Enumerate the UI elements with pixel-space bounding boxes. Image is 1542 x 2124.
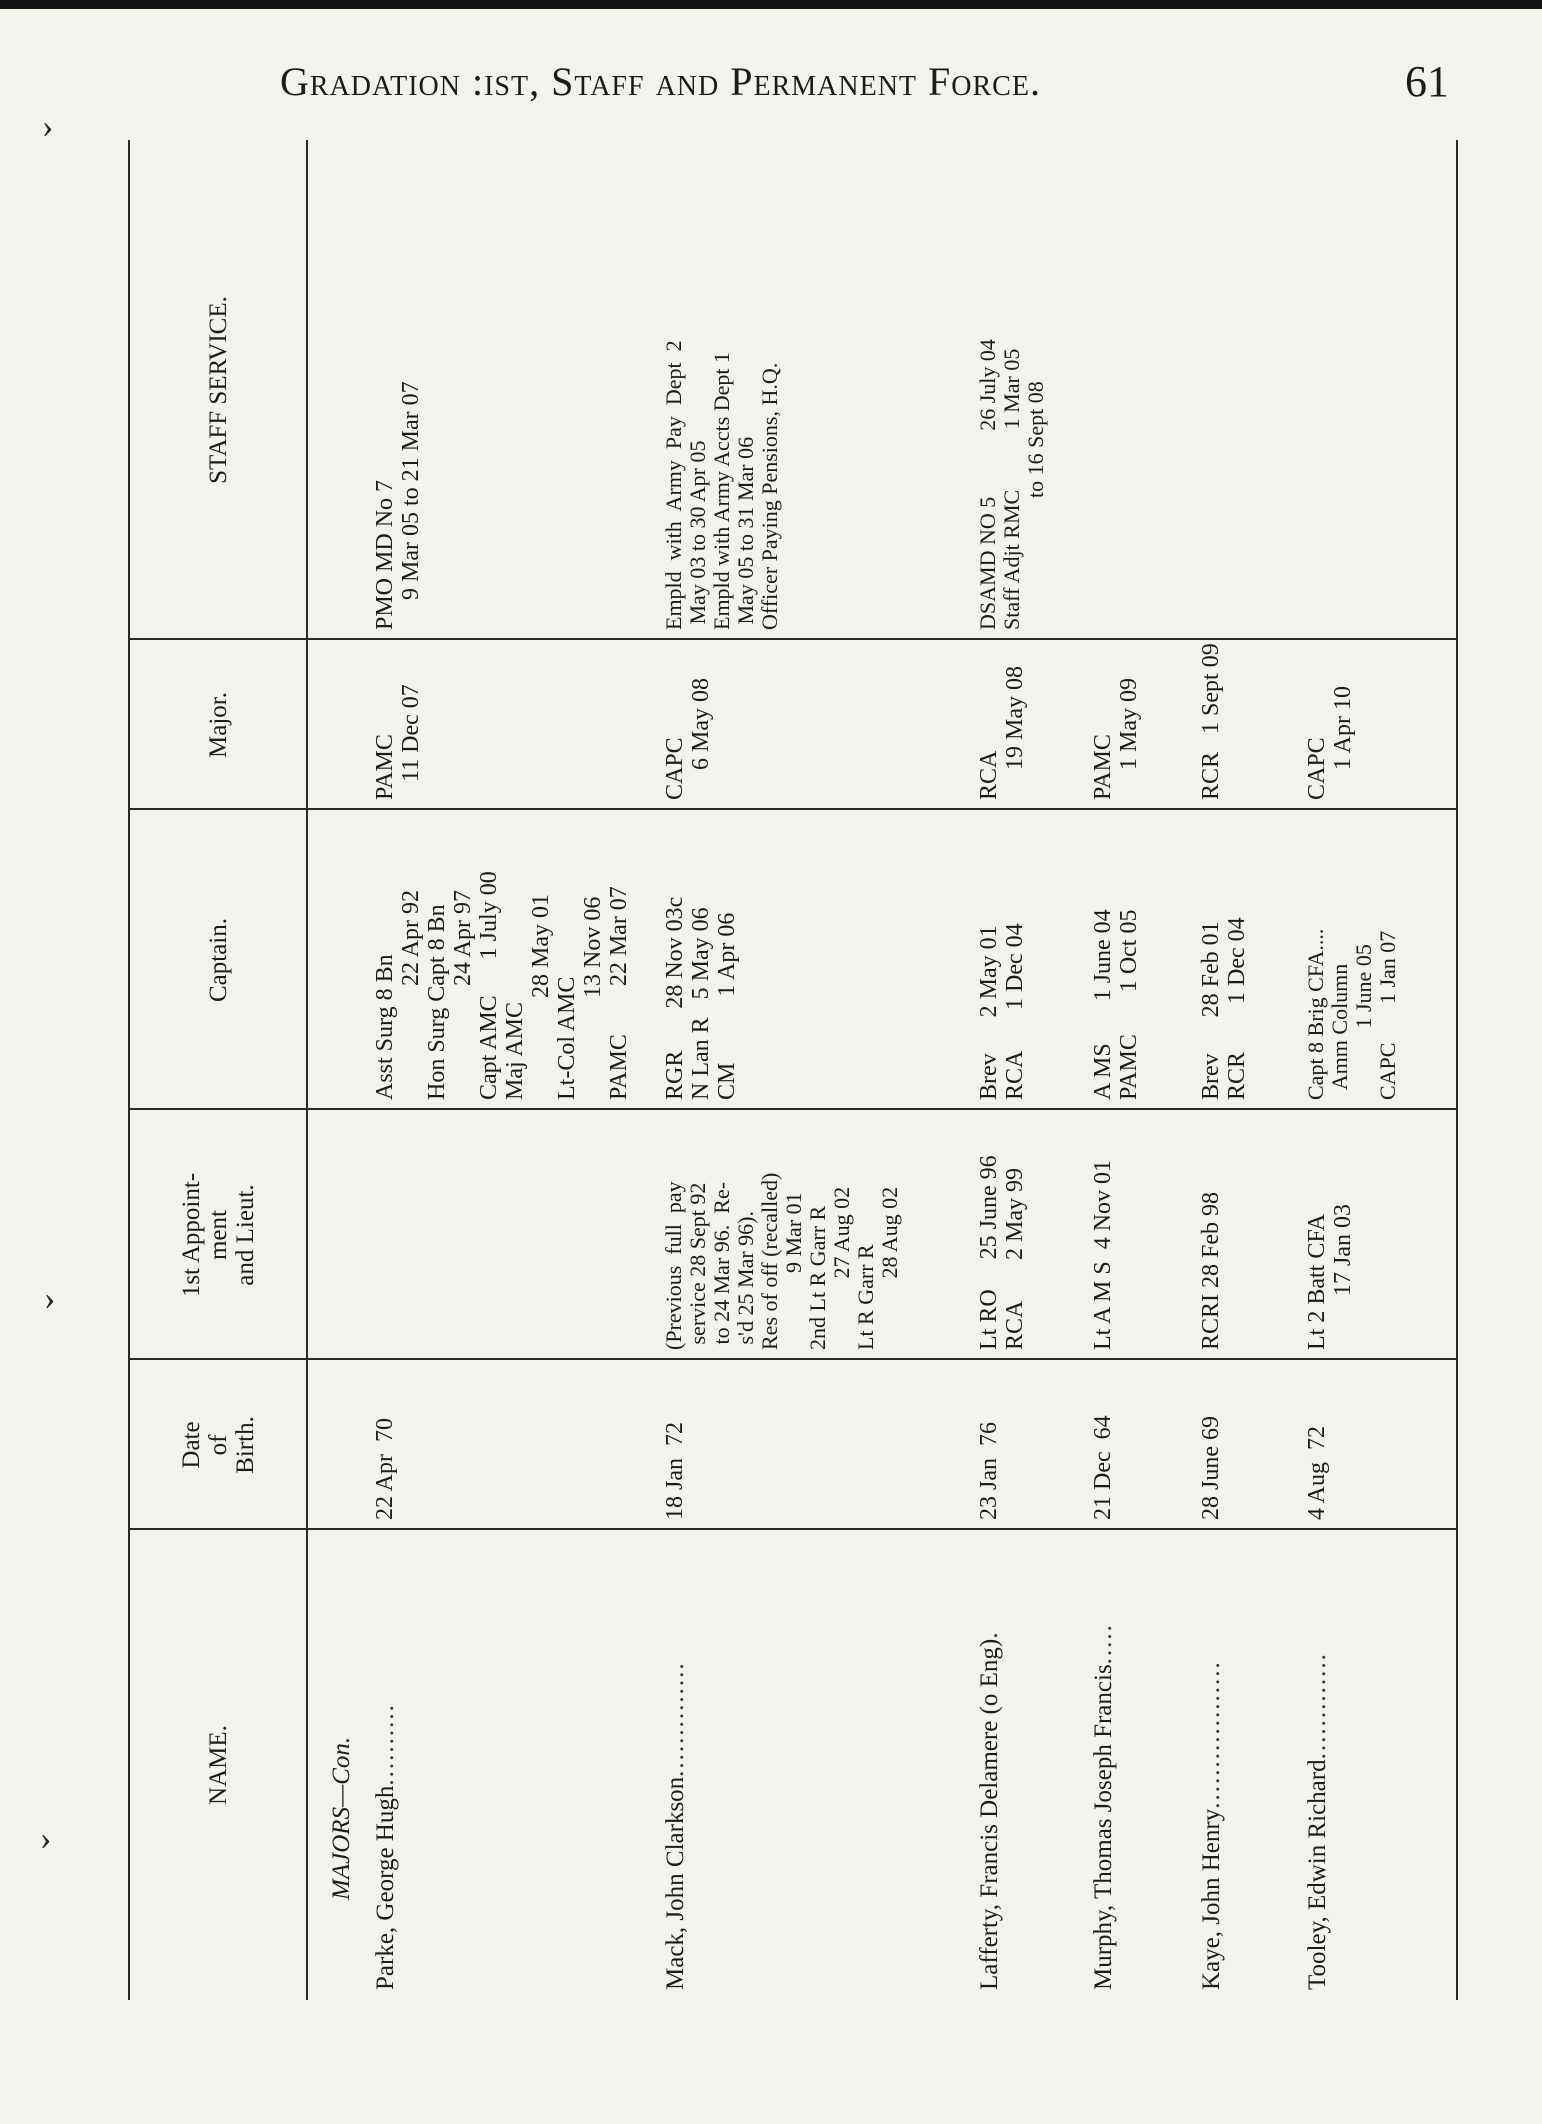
page-title: Gradation :ist, Staff and Permanent Force. (280, 59, 1041, 104)
column-header-major: Major. (204, 692, 232, 758)
table-row-staff: PMO MD No 7 9 Mar 05 to 21 Mar 07 (372, 381, 424, 630)
table-row-first-appointment: RCRI 28 Feb 98 (1198, 1191, 1224, 1350)
table-row-first-appointment: Lt RO 25 June 96 RCA 2 May 99 (976, 1155, 1028, 1350)
gradation-table (128, 140, 1458, 2000)
table-row-name: Parke, George Hugh.......... (372, 1703, 399, 1990)
table-row-captain: A MS 1 June 04 PAMC 1 Oct 05 (1090, 909, 1142, 1100)
table-bottom-rule (1456, 140, 1458, 2000)
table-row-major: PAMC 11 Dec 07 (372, 684, 424, 800)
margin-mark: › (44, 1280, 56, 1317)
table-row-first-appointment: (Previous full pay service 28 Sept 92 to 24 Mar 96. Re- s'd 25 Mar 96). Res of off (recalled) 9 Mar 01 2nd Lt R Garr R 27 Aug 02 Lt R Garr R 28 Aug 02 (661, 1172, 902, 1350)
table-row-captain: RGR 28 Nov 03c N Lan R 5 May 06 CM 1 Apr 06 (662, 896, 740, 1100)
table-row-name: Tooley, Edwin Richard............. (1304, 1652, 1331, 1990)
column-header-date-of-birth: Date of Birth. (177, 1416, 259, 1474)
table-row-captain: Capt 8 Brig CFA.... Amm Column 1 June 05 CAPC 1 Jan 07 (1303, 928, 1400, 1100)
table-row-dob: 22 Apr 70 (372, 1418, 398, 1520)
column-divider (128, 808, 1458, 810)
table-row-captain: Asst Surg 8 Bn 22 Apr 92 Hon Surg Capt 8 Bn 24 Apr 97 Capt AMC 1 July 00 Maj AMC 28 May 01 Lt-Col AMC 13 Nov 06 PAMC 22 Mar 07 (372, 871, 632, 1100)
table-row-major: RCA 19 May 08 (976, 666, 1028, 800)
column-header-captain: Captain. (204, 918, 232, 1003)
column-divider (128, 1108, 1458, 1110)
table-row-dob: 28 June 69 (1198, 1416, 1224, 1520)
column-header-first-appointment: 1st Appoint- ment and Lieut. (177, 1172, 259, 1298)
section-heading: MAJORS—Con. (328, 1736, 355, 1900)
table-row-staff: DSAMD NO 5 26 July 04 Staff Adjt RMC 1 Mar 05 to 16 Sept 08 (975, 339, 1048, 630)
table-row-dob: 4 Aug 72 (1304, 1425, 1330, 1520)
table-row-name: Mack, John Clarkson.............. (662, 1661, 689, 1990)
table-row-dob: 18 Jan 72 (662, 1422, 688, 1520)
table-row-dob: 23 Jan 76 (976, 1422, 1002, 1520)
table-row-major: RCR 1 Sept 09 (1198, 643, 1224, 800)
column-divider (128, 1358, 1458, 1360)
table-row-major: CAPC 6 May 08 (662, 678, 714, 800)
table-row-dob: 21 Dec 64 (1090, 1415, 1116, 1520)
margin-mark: › (42, 108, 54, 145)
table-row-first-appointment: Lt 2 Batt CFA 17 Jan 03 (1304, 1204, 1356, 1350)
table-row-first-appointment: Lt A M S 4 Nov 01 (1090, 1159, 1116, 1350)
table-row-captain: Brev 2 May 01 RCA 1 Dec 04 (976, 923, 1028, 1100)
column-divider (128, 638, 1458, 640)
table-row-name: Kaye, John Henry.................. (1198, 1660, 1225, 1990)
table-row-staff: Empld with Army Pay Dept 2 May 03 to 30 Apr 05 Empld with Army Accts Dept 1 May 05 to 31 Mar 06 Officer Paying Pensions, H.Q. (661, 340, 782, 630)
table-row-name: Lafferty, Francis Delamere (o Eng). (976, 1630, 1003, 1990)
column-header-staff-service: STAFF SERVICE. (204, 296, 232, 484)
table-row-captain: Brev 28 Feb 01 RCR 1 Dec 04 (1198, 917, 1250, 1100)
table-row-name: Murphy, Thomas Joseph Francis..... (1090, 1623, 1117, 1990)
column-header-name: NAME. (204, 1725, 232, 1805)
top-border-rule (0, 0, 1542, 9)
table-row-major: PAMC 1 May 09 (1090, 678, 1142, 800)
column-divider (128, 1528, 1458, 1530)
table-row-major: CAPC 1 Apr 10 (1304, 686, 1356, 800)
page-number: 61 (1405, 57, 1449, 106)
margin-mark: › (40, 1820, 52, 1857)
